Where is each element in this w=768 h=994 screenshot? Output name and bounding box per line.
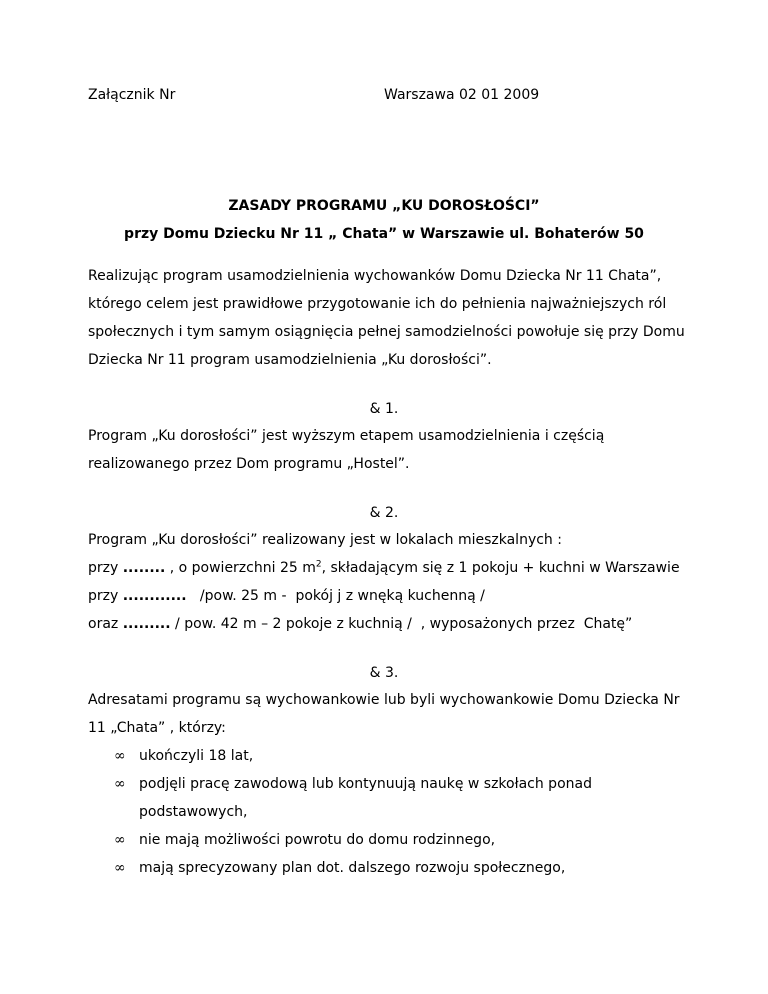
section2-line xyxy=(88,615,632,633)
superscript: 2 xyxy=(315,559,322,570)
section1-line: Program „Ku dorosłości” jest wyższym etapem usamodzielnienia i częścią xyxy=(88,428,605,444)
place-date: Warszawa 02 01 2009 xyxy=(384,87,540,103)
section3-line: 11 „Chata” , którzy: xyxy=(88,720,226,736)
section-heading: & 3. xyxy=(369,665,399,681)
line-text: /pow. 25 m - pokój j z wnęką kuchenną / xyxy=(186,588,485,604)
annex-label: Załącznik Nr xyxy=(88,87,176,103)
line-text: , składającym się z 1 pokoju + kuchni w Warszawie xyxy=(321,560,680,576)
intro-line: Dziecka Nr 11 program usamodzielnienia „Ku dorosłości”. xyxy=(88,352,492,368)
section2-line: Program „Ku dorosłości” realizowany jest w lokalach mieszkalnych : xyxy=(88,532,562,548)
section2-line xyxy=(88,559,680,577)
intro-line: społecznych i tym samym osiągnięcia pełnej samodzielności powołuje się przy Domu xyxy=(88,324,685,340)
list-item: mają sprecyzowany plan dot. dalszego rozwoju społecznego, xyxy=(139,860,566,876)
line-text: / pow. 42 m – 2 pokoje z kuchnią / , wyposażonych przez Chatę” xyxy=(170,616,633,632)
bullet-icon: ∞ xyxy=(114,832,126,848)
intro-line: Realizując program usamodzielnienia wychowanków Domu Dziecka Nr 11 Chata”, xyxy=(88,268,662,284)
document-subtitle: przy Domu Dziecku Nr 11 „ Chata” w Warszawie ul. Bohaterów 50 xyxy=(124,226,644,242)
section2-line xyxy=(88,587,485,605)
placeholder-dots: ......... xyxy=(122,616,171,632)
section1-line: realizowanego przez Dom programu „Hostel”. xyxy=(88,456,410,472)
bullet-icon: ∞ xyxy=(114,776,126,792)
bullet-icon: ∞ xyxy=(114,748,126,764)
placeholder-dots: ........ xyxy=(122,560,166,576)
line-prefix: oraz xyxy=(88,616,123,632)
section-heading: & 1. xyxy=(369,401,399,417)
list-item: nie mają możliwości powrotu do domu rodzinnego, xyxy=(139,832,496,848)
intro-line: którego celem jest prawidłowe przygotowanie ich do pełnienia najważniejszych ról xyxy=(88,296,667,312)
line-prefix: przy xyxy=(88,560,123,576)
line-text: , o powierzchni 25 m xyxy=(165,560,316,576)
list-item: ukończyli 18 lat, xyxy=(139,748,254,764)
line-prefix: przy xyxy=(88,588,123,604)
list-item-continuation: podstawowych, xyxy=(139,804,248,820)
section3-line: Adresatami programu są wychowankowie lub byli wychowankowie Domu Dziecka Nr xyxy=(88,692,680,708)
list-item: podjęli pracę zawodową lub kontynuują naukę w szkołach ponad xyxy=(139,776,592,792)
placeholder-dots: ............ xyxy=(122,588,187,604)
bullet-icon: ∞ xyxy=(114,860,126,876)
section-heading: & 2. xyxy=(369,505,399,521)
document-title: ZASADY PROGRAMU „KU DOROSŁOŚCI” xyxy=(228,198,540,214)
